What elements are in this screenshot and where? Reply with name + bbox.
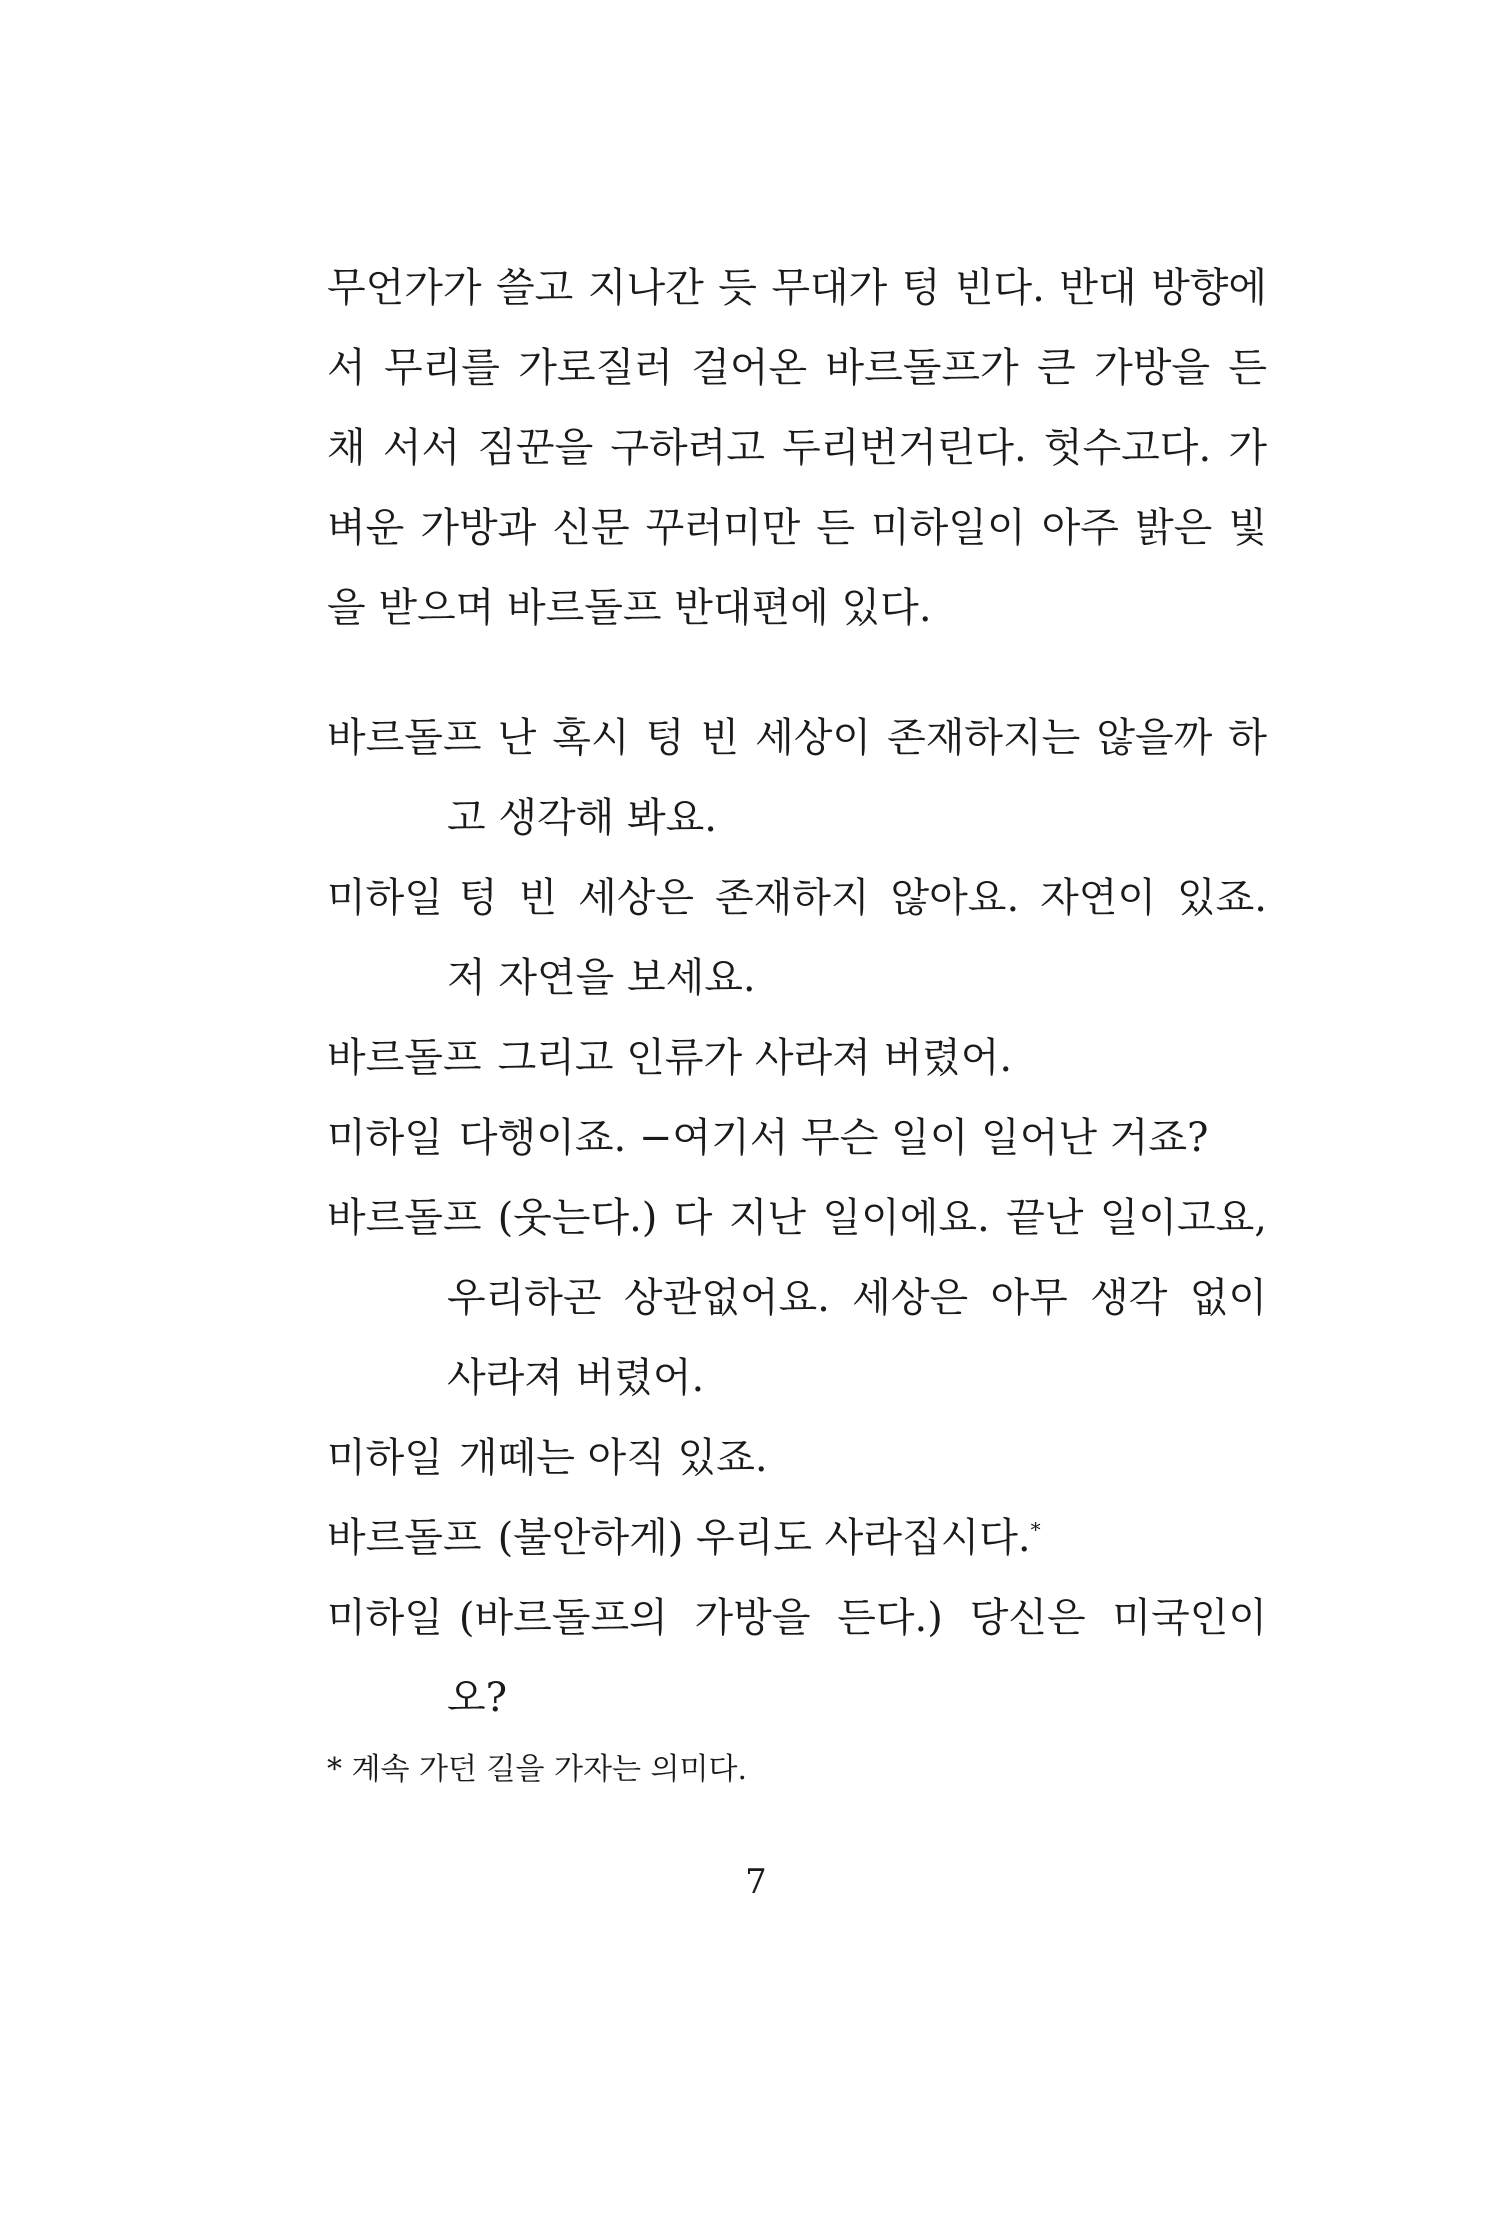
speaker-name: 바르돌프 <box>327 715 482 761</box>
dialogue-line <box>327 698 1267 858</box>
speaker-name: 미하일 <box>327 1115 443 1161</box>
footnote-marker: * <box>1030 1517 1041 1542</box>
speaker-name: 바르돌프 <box>327 1195 482 1241</box>
dialogue-line <box>327 1578 1267 1738</box>
footnote: * 계속 가던 길을 가자는 의미다. <box>327 1752 747 1787</box>
stage-direction: 무언가가 쓸고 지나간 듯 무대가 텅 빈다. 반대 방향에서 무리를 가로질러 걸어온 바르돌프가 큰 가방을 든 채 서서 짐꾼을 구하려고 두리번거린다. 헛수고다. 가벼운 가방과 신문 꾸러미만 든 미하일이 아주 밝은 빛을 받으며 바르돌프 반대편에 있다. <box>327 265 1267 631</box>
line-text: 다행이죠. −여기서 무슨 일이 일어난 거죠? <box>458 1115 1209 1161</box>
dialogue-block <box>327 698 1267 1738</box>
dialogue-line <box>327 1418 1267 1498</box>
speaker-name: 미하일 <box>327 1595 443 1641</box>
speaker-name: 바르돌프 <box>327 1515 482 1561</box>
dialogue-line <box>327 858 1267 1018</box>
speaker-name: 바르돌프 <box>327 1035 482 1081</box>
speaker-name: 미하일 <box>327 1435 443 1481</box>
line-text: 개떼는 아직 있죠. <box>458 1435 768 1481</box>
dialogue-line <box>327 1498 1267 1578</box>
dialogue-line <box>327 1178 1267 1418</box>
line-text: 텅 빈 세상은 존재하지 않아요. 자연이 있죠. 저 자연을 보세요. <box>447 875 1267 1001</box>
dialogue-line <box>327 1098 1267 1178</box>
line-text: 난 혹시 텅 빈 세상이 존재하지는 않을까 하고 생각해 봐요. <box>447 715 1267 841</box>
speaker-name: 미하일 <box>327 875 443 921</box>
line-text: (웃는다.) 다 지난 일이에요. 끝난 일이고요, 우리하곤 상관없어요. 세상은 아무 생각 없이 사라져 버렸어. <box>447 1195 1267 1401</box>
line-text: 그리고 인류가 사라져 버렸어. <box>497 1035 1013 1081</box>
dialogue-line <box>327 1018 1267 1098</box>
page-number: 7 <box>745 1862 767 1902</box>
line-text: (불안하게) 우리도 사라집시다. <box>497 1515 1031 1561</box>
line-text: (바르돌프의 가방을 든다.) 당신은 미국인이오? <box>447 1595 1267 1721</box>
